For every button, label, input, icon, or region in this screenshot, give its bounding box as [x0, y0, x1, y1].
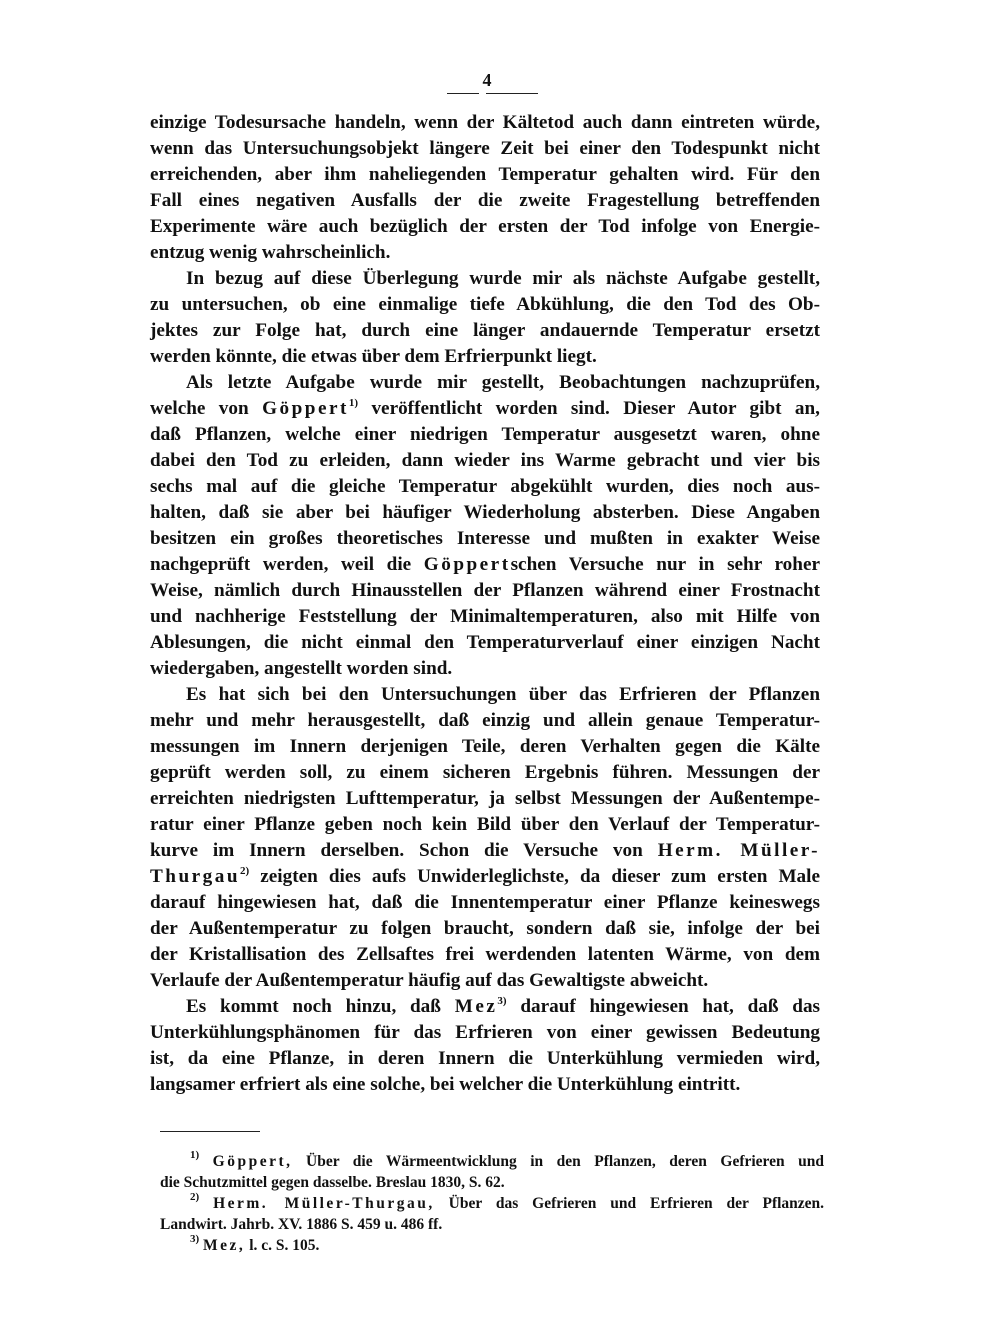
text-line: Weise, nämlich durch Hinausstellen der Pflanzen während einer Frostnacht [150, 580, 820, 601]
footnote-text: Landwirt. Jahrb. XV. 1886 S. 459 u. 486 ff. [160, 1216, 443, 1233]
text-line: ratur einer Pflanze geben noch kein Bild über den Verlauf der Temperatur- [150, 814, 820, 835]
author-name: Göppert [262, 398, 349, 419]
footnote-text: die Schutzmittel gegen dasselbe. Breslau 1830, S. 62. [160, 1174, 505, 1191]
text-line [150, 396, 820, 422]
author-name: Thurgau [150, 866, 241, 887]
text-line [150, 994, 820, 1020]
text-line: darauf hingewiesen hat, daß die Innentemperatur einer Pflanze keineswegs [150, 892, 820, 913]
text-line: ist, da eine Pflanze, in deren Innern die Unterkühlung vermieden wird, [150, 1048, 820, 1069]
text-line: entzug wenig wahrscheinlich. [150, 242, 391, 263]
text-segment: schen Versuche nur in sehr roher [510, 554, 820, 575]
text-line: sechs mal auf die gleiche Temperatur abgekühlt wurden, dies noch aus- [150, 476, 820, 497]
text-line [150, 838, 820, 864]
author-name: Mez [454, 996, 498, 1017]
footnote-ref: 1) [348, 397, 359, 409]
text-line: messungen im Innern derjenigen Teile, deren Verhalten gegen die Kälte [150, 736, 820, 757]
text-line: erreichenden, aber ihm naheliegenden Temperatur gehalten wird. Für den [150, 164, 820, 185]
text-line: wiedergaben, angestellt worden sind. [150, 658, 453, 679]
footnotes [160, 1151, 824, 1256]
text-segment: kurve im Innern derselben. Schon die Versuche von [150, 840, 643, 861]
author-name: Herm. Müller- [657, 840, 820, 861]
text-line: jektes zur Folge hat, durch eine länger andauernde Temperatur ersetzt [150, 320, 820, 341]
text-line: der Außentemperatur zu folgen braucht, sondern daß sie, infolge der bei [150, 918, 820, 939]
text-line: erreichten niedrigsten Lufttemperatur, ja selbst Messungen der Außentempe- [150, 788, 820, 809]
text-line [150, 864, 820, 890]
footnote-text: l. c. S. 105. [249, 1237, 320, 1254]
text-line: Experimente wäre auch bezüglich der ersten der Tod infolge von Energie- [150, 216, 820, 237]
text-line: mehr und mehr herausgestellt, daß einzig und allein genaue Temperatur- [150, 710, 820, 731]
text-line: halten, daß sie aber bei häufiger Wiederholung absterben. Diese Angaben [150, 502, 820, 523]
text-line: Es hat sich bei den Untersuchungen über das Erfrieren der Pflanzen [186, 684, 820, 705]
footnote-ref: 3) [497, 995, 507, 1007]
text-segment: darauf hingewiesen hat, daß das [520, 996, 821, 1017]
footnote-text: Über das Gefrieren und Erfrieren der Pflanzen. [448, 1195, 825, 1212]
footnote-3 [160, 1235, 824, 1256]
footnote-1 [160, 1151, 824, 1172]
text-line: In bezug auf diese Überlegung wurde mir als nächste Aufgabe gestellt, [186, 268, 820, 289]
text-line: einzige Todesursache handeln, wenn der Kältetod auch dann eintreten würde, [150, 112, 820, 133]
text-segment: welche von [150, 398, 249, 419]
text-segment: Es kommt noch hinzu, daß [186, 996, 441, 1017]
text-segment: nachgeprüft werden, weil die [150, 554, 412, 575]
text-line: Ablesungen, die nicht einmal den Temperaturverlauf einer einzigen Nacht [150, 632, 820, 653]
text-line: Unterkühlungsphänomen für das Erfrieren von einer gewissen Bedeutung [150, 1022, 820, 1043]
text-line: Verlaufe der Außentemperatur häufig auf das Gewaltigste abweicht. [150, 970, 709, 991]
author-name: Mez, [203, 1237, 246, 1254]
text-line: daß Pflanzen, welche einer niedrigen Temperatur ausgesetzt waren, ohne [150, 424, 820, 445]
author-name: Göppert, [212, 1153, 293, 1170]
footnote-marker: 1) [190, 1149, 200, 1161]
footnote-marker: 3) [190, 1233, 200, 1245]
text-line: werden könnte, die etwas über dem Erfrierpunkt liegt. [150, 346, 597, 367]
text-line: geprüft werden soll, zu einem sicheren Ergebnis führen. Messungen der [150, 762, 820, 783]
text-segment: zeigten dies aufs Unwiderleglichste, da dieser zum ersten Male [260, 866, 820, 887]
text-line: Als letzte Aufgabe wurde mir gestellt, Beobachtungen nachzuprüfen, [186, 372, 820, 393]
text-line: Fall eines negativen Ausfalls der die zweite Fragestellung betreffenden [150, 190, 820, 211]
footnote-2 [160, 1193, 824, 1214]
header-rule-left [447, 93, 479, 94]
footnote-text: Über die Wärmeentwicklung in den Pflanzen, deren Gefrieren und [306, 1153, 825, 1170]
footnote-separator [160, 1131, 260, 1132]
text-line: langsamer erfriert als eine solche, bei welcher die Unterkühlung eintritt. [150, 1074, 741, 1095]
text-line: dabei den Tod zu erleiden, dann wieder ins Warme gebracht und vier bis [150, 450, 820, 471]
text-segment: veröffentlicht worden sind. Dieser Autor gibt an, [371, 398, 820, 419]
text-line: wenn das Untersuchungsobjekt längere Zeit bei einer den Todespunkt nicht [150, 138, 820, 159]
text-line [150, 552, 820, 578]
author-name: Herm. Müller-Thurgau, [213, 1195, 435, 1212]
text-line: besitzen ein großes theoretisches Interesse und mußten in exakter Weise [150, 528, 820, 549]
header-rule-right [486, 93, 538, 94]
text-line: zu untersuchen, ob eine einmalige tiefe Abkühlung, die den Tod des Ob- [150, 294, 820, 315]
page-number: 4 [482, 70, 492, 90]
footnote-marker: 2) [190, 1191, 200, 1203]
body-text [150, 110, 820, 1098]
author-name: Göppert [423, 554, 511, 575]
text-line: und nachherige Feststellung der Minimaltemperaturen, also mit Hilfe von [150, 606, 820, 627]
text-line: der Kristallisation des Zellsaftes frei werdenden latenten Wärme, von dem [150, 944, 820, 965]
footnote-ref: 2) [240, 865, 250, 877]
